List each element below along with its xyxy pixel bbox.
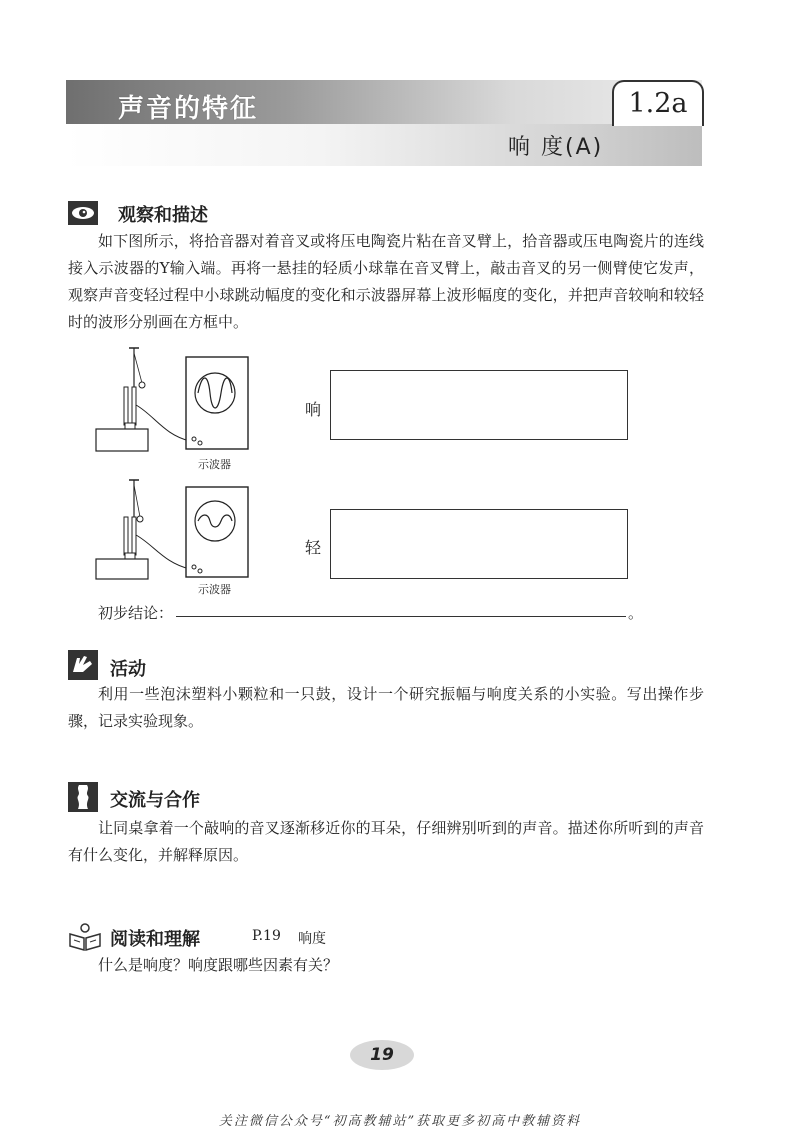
box-label-soft: 轻 bbox=[305, 538, 322, 557]
figure-caption-oscilloscope: 示波器 bbox=[198, 458, 231, 471]
reading-title: 阅读和理解 bbox=[110, 929, 200, 950]
conclusion-input-line[interactable] bbox=[176, 616, 626, 617]
activity-title: 活动 bbox=[110, 659, 146, 680]
faces-icon bbox=[68, 782, 98, 816]
page-title: 声音的特征 bbox=[118, 94, 259, 124]
reading-ref-page: P.19 bbox=[252, 928, 281, 944]
observe-title: 观察和描述 bbox=[118, 205, 208, 226]
observe-text: 如下图所示，将拾音器对着音叉或将压电陶瓷片粘在音叉臂上，拾音器或压电陶瓷片的连线接入示波器的Y输入端。再将一悬挂的轻质小球靠在音叉臂上，敲击音叉的另一侧臂使它发声，观察声音变轻过程中小球跳动幅度的变化和示波器屏幕上波形幅度的变化，并把声音较响和较轻时的波形分别画在方框中。 bbox=[68, 232, 704, 331]
reading-ref-topic: 响度 bbox=[298, 931, 326, 947]
cooperate-title: 交流与合作 bbox=[110, 790, 200, 811]
conclusion-label: 初步结论： bbox=[98, 604, 174, 622]
header-band-lower bbox=[66, 124, 702, 166]
book-icon bbox=[68, 922, 102, 956]
page-number: 19 bbox=[350, 1040, 414, 1070]
box-label-loud: 响 bbox=[305, 400, 322, 419]
cooperate-text: 让同桌拿着一个敲响的音叉逐渐移近你的耳朵，仔细辨别听到的声音。描述你所听到的声音有什么变化，并解释原因。 bbox=[68, 819, 704, 864]
conclusion-end: 。 bbox=[628, 604, 644, 622]
answer-box-soft[interactable] bbox=[330, 509, 628, 579]
answer-box-loud[interactable] bbox=[330, 370, 628, 440]
footer-note: 关注微信公众号“初高教辅站”获取更多初高中教辅资料 bbox=[218, 1114, 582, 1129]
apparatus-diagram-loud bbox=[94, 345, 254, 459]
figure-caption-oscilloscope-2: 示波器 bbox=[198, 583, 231, 596]
activity-text: 利用一些泡沫塑料小颗粒和一只鼓，设计一个研究振幅与响度关系的小实验。写出操作步骤，记录实验现象。 bbox=[68, 685, 704, 730]
apparatus-diagram-soft bbox=[94, 477, 254, 585]
hand-icon bbox=[68, 650, 98, 684]
section-code: 1.2a bbox=[612, 80, 704, 126]
subtitle: 响 度(A) bbox=[508, 135, 604, 160]
eye-icon bbox=[68, 198, 98, 232]
reading-text: 什么是响度？响度跟哪些因素有关？ bbox=[98, 956, 339, 974]
